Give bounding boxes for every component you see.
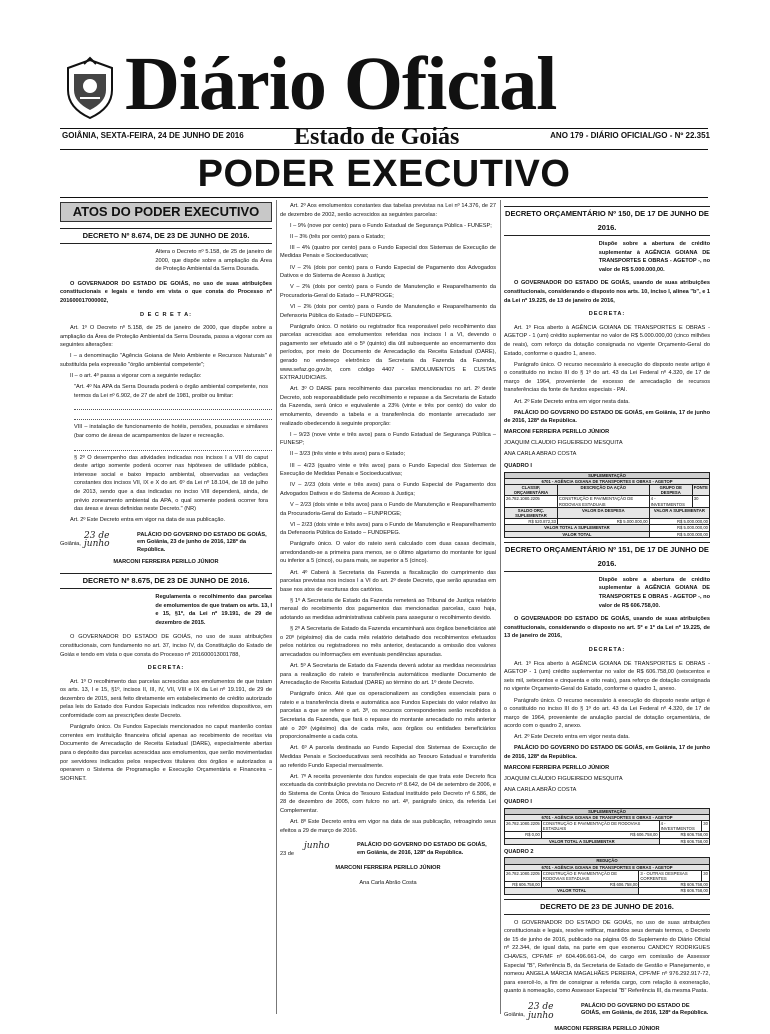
- decree-paragraph: III – 4/23 (quatro vinte e três avos) para o Fundo Especial dos Sistemas de Execução de Medidas Penais e Socioeducativas;: [280, 462, 496, 478]
- handwritten-date: 23 de junho: [528, 1001, 554, 1021]
- table-total-label: VALOR TOTAL: [505, 888, 639, 894]
- decree-paragraph: Art. 7º A receita proveniente dos fundos especiais de que trata este Decreto fica excetuada da contribuição prevista no Decreto nº 8.642, de 04 de setembro de 2006, e do Sistema de Conta Única do Tesouro Estadual instituído pelo Decreto nº 6.586, de 28 de dezembro de 2005, com fulcro no art. 4º, parágrafo único, da referida Lei Complementar.: [280, 773, 496, 814]
- table-cell: R$ 606.758,00: [659, 832, 709, 838]
- handwritten-date: junho: [304, 841, 330, 852]
- table-cell: 3 - OUTRAS DESPESAS CORRENTES: [639, 870, 702, 881]
- decree-paragraph: Parágrafo único. O recurso necessário à execução do disposto neste artigo é o constituído no inciso III do § 1º do art. 43 da Lei Federal nº 4.320, de 17 de março de 1964, proveniente de anulação parcial de dotação orçamentária, de acordo com o quadro 2, anexo.: [504, 697, 710, 730]
- table-org: 6701 - AGÊNCIA GOIANA DE TRANSPORTES E OBRAS - AGETOP: [505, 814, 710, 820]
- omission-dots: [74, 444, 272, 451]
- edition-number: ANO 179 - DIÁRIO OFICIAL/GO - Nº 22.351: [550, 131, 710, 140]
- decree-paragraph: O GOVERNADOR DO ESTADO DE GOIÁS, no uso de suas atribuições constitucionais e legais, resolve retificar, mantidos seus demais termos, o Decreto de 15 de junho de 2016, publicado na página 05 do Suplemento do Diário Oficial nº 22.344, de igual data, na parte em que exonerou CANDICY RODRIGUES CHAVES, CPF/MF nº 604.496.661-04, do cargo em comissão de Assessor Especial "B", Referência B, da Secretaria de Estado de Gestão e Planejamento, e nomeou ANGELA MÁRCIA MAGALHÃES PEREIRA, CPF/MF nº 976.292.917-72, para exercê-lo, a fim de consignar a referida cargo, com relação à exoneração, quanto à nomeação, como Assessor Especial "B" Referência III, da mesma Pasta.: [504, 919, 710, 995]
- decree-paragraph: Art. 2º Este Decreto entra em vigor nesta data.: [514, 734, 630, 741]
- column-divider: [276, 200, 277, 1014]
- decree-paragraph: § 1º A Secretaria de Estado da Fazenda remeterá ao Tribunal de Justiça relatório mensal do recebimento dos pagamentos das mencionadas parcelas, caso haja, adotando as medidas administrativas cabíveis para assegurar o recolhimento devido.: [280, 597, 496, 622]
- decree-paragraph: Art. 8º Este Decreto entra em vigor na data de sua publicação, retroagindo seus efeitos a 29 de março de 2016.: [280, 819, 496, 834]
- acts-box-title: ATOS DO PODER EXECUTIVO: [60, 202, 272, 222]
- table-total-label: VALOR TOTAL: [505, 531, 650, 537]
- table-org: 6701 - AGÊNCIA GOIANA DE TRANSPORTES E OBRAS - AGETOP: [505, 864, 710, 870]
- decree-paragraph: IV – 2% (dois por cento) para o Fundo Especial de Pagamento dos Advogados Dativos e do Sistema de Acesso à Justiça;: [280, 264, 496, 280]
- handwritten-date: 23 de junho: [84, 530, 110, 550]
- table-caption: QUADRO 2: [504, 848, 534, 855]
- signature-place: Goiânia,: [60, 540, 81, 547]
- signature-text: PALÁCIO DO GOVERNO DO ESTADO DE GOIÁS, em Goiânia, 17 de junho de 2016, 128º da República.: [504, 409, 710, 425]
- table-header: VALOR DA DESPESA: [557, 507, 649, 518]
- column-right: [504, 202, 710, 1032]
- governor-name: MARCONI FERREIRA PERILLO JÚNIOR: [335, 865, 441, 872]
- table-band: SUPLEMENTAÇÃO: [505, 808, 710, 814]
- decree-summary: Altera o Decreto nº 5.158, de 25 de janeiro de 2000, que dispõe sobre a ampliação da Área de Proteção Ambiental da Serra Dourada.: [155, 249, 272, 273]
- signature-block: [60, 532, 272, 555]
- decree-paragraph: Art. 1º Fica aberto à AGÊNCIA GOIANA DE TRANSPORTES E OBRAS - AGETOP - 1 (um) crédito suplementar no valor de R$ 606.758,00 (seiscentos e seis mil, setecentos e cinquenta e oito reais), para reforço de dotação consignada no vigente Orçamento-Geral do Estado, conforme o quadro 1, anexo.: [504, 660, 710, 693]
- budget-table: [504, 857, 710, 894]
- masthead-title: Diário Oficial: [125, 42, 557, 126]
- decree-paragraph: Parágrafo único. O notário ou registrador fica responsável pelo recolhimento das parcelas acrescidas aos emolumentos referidas nos incisos I a VI, devendo o pagamento ser efetuado até o 5º (quinto) dia útil subsequente ao encerramento dos períodos, por meio de Documento de Arrecadação da Receita Estadual (DARE), gerado no endereço eletrônico da Secretaria da Fazenda da Fazenda, www.sefaz.go.gov.br, com código 4407 - EMOLUMENTOS E CUSTAS EXTRAJUDICIAIS.: [280, 323, 496, 382]
- table-total-label: VALOR TOTAL A SUPLEMENTAR: [505, 525, 650, 531]
- secretary-name: ANA CARLA ABRAO COSTA: [504, 451, 577, 458]
- decree-paragraph: Art. 4º Caberá à Secretaria da Fazenda a fiscalização do cumprimento das parcelas previstas nos incisos I a VI do art. 2º deste Decreto, que serão apuradas em base nos atos de escrituras dos cartórios.: [280, 569, 496, 593]
- decree-paragraph: Art. 2º Este Decreto entra em vigor na data de sua publicação.: [70, 517, 226, 524]
- secretary-name: ANA CARLA ABRÃO COSTA: [504, 787, 577, 794]
- decree-paragraph: I – 9% (nove por cento) para o Fundo Estadual de Segurança Pública - FUNESP;: [290, 222, 492, 229]
- table-org: 6701 - AGÊNCIA GOIANA DE TRANSPORTES E OBRAS - AGETOP: [505, 478, 710, 484]
- decree-paragraph: II – 3% (três por cento) para o Estado;: [290, 233, 385, 240]
- section-title: PODER EXECUTIVO: [197, 153, 571, 195]
- decree-title: DECRETO Nº 8.674, DE 23 DE JUNHO DE 2016.: [60, 228, 272, 244]
- decree-paragraph: Art. 3º O DARE para recolhimento das parcelas mencionadas no art. 2º deste Decreto, sob responsabilidade pelo recolhimento e repasse a da Secretaria de Estado da Fazenda, será único e equivalente a 23% (vinte e três por cento) do valor do emolumento, devendo a tabela e a transferência do montante arrecadado ser realizado obedecendo à seguinte proporção:: [280, 386, 496, 427]
- decree-decreta: DECRETA:: [588, 647, 626, 654]
- budget-table: [504, 472, 710, 538]
- table-cell: 30: [702, 820, 710, 831]
- decree-paragraph: Art. 6º A parcela destinada ao Fundo Especial dos Sistemas de Execução de Medidas Penais e Socioeducativas será recolhida ao Tesouro Estadual e transferida ao referido Fundo Especial mensalmente.: [280, 745, 496, 769]
- decree-paragraph: Parágrafo único. O recurso necessário à execução do disposto neste artigo é o constituído no inciso III do § 1º do art. 43 da Lei Federal nº 4.320, de 17 de março de 1964, proveniente de excesso de arrecadação de recursos transferências da fonte de fundos especiais - PAI.: [504, 361, 710, 394]
- decree-paragraph: I – a denominação "Agência Goiana de Meio Ambiente e Recursos Naturais" é substituída pela expressão "órgão ambiental competente";: [60, 353, 272, 369]
- table-cell: R$ 606.758,00: [505, 882, 542, 888]
- table-cell: R$ 606.758,00: [541, 882, 639, 888]
- masthead-rule-bottom: [60, 149, 708, 150]
- table-cell: R$ 5.000.000,00: [557, 519, 649, 525]
- decree-paragraph: VI – 2% (dois por cento) para o Fundo de Manutenção e Reaparelhamento da Defensoria Pública do Estado – FUNDEPEG.: [280, 303, 496, 319]
- governor-name: MARCONI FERREIRA PERILLO JÚNIOR: [554, 1025, 660, 1032]
- table-total-label: VALOR TOTAL A SUPLEMENTAR: [505, 838, 660, 844]
- table-cell: 26.782.1080.2205: [505, 870, 542, 881]
- decree-paragraph: Art. 2º Aos emolumentos constantes das tabelas previstas na Lei nº 14.376, de 27 de dezembro de 2002, serão acrescidos as seguintes parcelas:: [280, 203, 496, 218]
- signature-text: PALÁCIO DO GOVERNO DO ESTADO DE GOIÁS, em Goiânia, 23 de junho de 2016, 128º da República.: [137, 531, 267, 553]
- decree-paragraph: I – 9/23 (nove vinte e três avos) para o Fundo Estadual de Segurança Pública – FUNESP;: [280, 431, 496, 447]
- table-cell: R$ 520.872,33: [505, 519, 558, 525]
- decree-paragraph: Parágrafo único. Até que os operacionalizem as condições essenciais para o rateio e a transferência direta e automática aos Fundos Especiais do valor relativo às parcelas a que se refere o art. 3º, os recursos correspondentes serão recolhidos à Secretaria da Fazenda, que fará o repasse do montante arrecadado no mês anterior até o 20º (vigésimo) dia de cada mês, aos órgãos ou entidades beneficiários proporcionalmente a cada cota.: [280, 691, 496, 741]
- decree-summary: Dispõe sobre a abertura de crédito suplementar à AGÊNCIA GOIANA DE TRANSPORTES E OBRAS - AGETOP -, no valor de R$ 5.000.000,00.: [598, 241, 710, 273]
- table-cell: 4 - INVESTIMENTOS: [649, 496, 692, 507]
- signature-place: Goiânia,: [504, 1011, 525, 1018]
- table-band: SUPLEMENTAÇÃO: [505, 472, 710, 478]
- decree-preamble: O GOVERNADOR DO ESTADO DE GOIÁS, usando de suas atribuições constitucionais, considerando o disposto nos arts. 10, inciso I, alínea "b", e 1 da Lei nº 19.225, de 13 de janeiro de 2016,: [504, 280, 710, 304]
- decree-title: DECRETO ORÇAMENTÁRIO Nº 151, DE 17 DE JUNHO DE 2016.: [504, 542, 710, 572]
- omission-dots: [74, 413, 272, 420]
- decree-summary: Dispõe sobre a abertura de crédito suplementar à AGÊNCIA GOIANA DE TRANSPORTES E OBRAS - AGETOP -, no valor de R$ 606.758,00.: [598, 576, 710, 609]
- signature-text: PALÁCIO DO GOVERNO DO ESTADO DE GOIÁS, em Goiânia, 17 de junho de 2016, 128º da República.: [504, 745, 710, 761]
- column-left: [60, 202, 272, 1014]
- table-cell: CONSTRUÇÃO E PAVIMENTAÇÃO DE RODOVIAS ESTADUAIS: [541, 870, 639, 881]
- signature-text: PALÁCIO DO GOVERNO DO ESTADO DE GOIÁS, em Goiânia, de 2016, 128º da República.: [357, 842, 487, 856]
- table-cell: 30: [702, 870, 710, 881]
- decree-decreta: D E C R E T A:: [139, 311, 193, 318]
- decree-preamble: O GOVERNADOR DO ESTADO DE GOIÁS, usando de suas atribuições constitucionais, considerando o disposto no art. 5º e 1º da Lei nº 19.225, de 13 de janeiro de 2016,: [504, 616, 710, 640]
- secretary-name: JOAQUIM CLÁUDIO FIGUEIREDO MESQUITA: [504, 776, 623, 783]
- decree-paragraph: V – 2/23 (dois vinte e três avos) para o Fundo de Manutenção e Reaparelhamento da Procuradoria-Geral do Estado – FUNPROGE;: [280, 501, 496, 517]
- decree-paragraph: Parágrafo único. O valor do rateio será calculado com duas casas decimais, arredondando-se a primeira para menos, se o último algarismo do montante for igual ou inferior a 5 (cinco), ou para mais, se superior a 5 (cinco).: [280, 541, 496, 565]
- table-cell: CONSTRUÇÃO E PAVIMENTAÇÃO DE RODOVIAS ESTADUAIS: [557, 496, 649, 507]
- table-total-value: R$ 606.758,00: [639, 888, 710, 894]
- decree-title: DECRETO DE 23 DE JUNHO DE 2016.: [504, 899, 710, 915]
- governor-name: MARCONI FERREIRA PERILLO JÚNIOR: [113, 559, 219, 566]
- secretary-name: JOAQUIM CLAUDIO FIGUEIREDO MESQUITA: [504, 440, 623, 447]
- governor-name: MARCONI FERREIRA PERILLO JÚNIOR: [504, 765, 610, 772]
- decree-quote: § 2º O desempenho das atividades indicadas nos incisos I a VIII do caput deste artigo somente poderá ocorrer nas hipóteses de utilidade pública, interesse social e baixo impacto ambiental, observadas as vedações constantes dos incisos VII, IX e X do art. 6º da Lei nº 18.104, de 18 de julho de 2013, sendo que a das indicadas no inciso VIII dependerá, ainda, de prévio zoneamento ambiental da APA, o qual somente poderá ocorrer fora das áreas e áreas definidas neste Decreto." (NR): [74, 454, 268, 513]
- decree-paragraph: V – 2% (dois por cento) para o Fundo de Manutenção e Reaparelhamento da Procuradoria-Geral do Estado – FUNPROGE;: [280, 284, 496, 299]
- column-divider: [500, 200, 501, 1014]
- table-band: REDUÇÃO: [505, 858, 710, 864]
- decree-quote: VIII – instalação de funcionamento de hotéis, pensões, pousadas e similares (bar como de áreas de acampamentos de lazer e recreação.: [74, 424, 268, 439]
- decree-summary: Regulamenta o recolhimento das parcelas de emolumentos de que tratam os arts. 13, I e 15, §1º, da Lei nº 19.191, de 29 de dezembro de 2015.: [155, 593, 272, 626]
- table-cell: 4 - INVESTIMENTOS: [659, 820, 702, 831]
- decree-paragraph: Parágrafo único. Os Fundos Especiais mencionados no caput manterão contas correntes em instituição financeira oficial apenas ao recebimento de receitas via Documento de Arrecadação de Receita Estadual (DARE), especialmente abertas para o depósito das parcelas acrescidas aos emolumentos, que serão movimentadas por servidores indicados pelos respectivos titulares dos órgãos e autorizados a operarem o Sistema de Programação e Execução Orçamentária e Financeira – SIOFINET.: [60, 724, 272, 782]
- table-cell: R$ 606.758,00: [639, 882, 710, 888]
- signature-block: [504, 1003, 710, 1021]
- table-caption: QUADRO I: [504, 798, 532, 805]
- table-cell: R$ 0,00: [505, 832, 542, 838]
- masthead-subtitle: Estado de Goiás: [294, 124, 460, 150]
- table-cell: CONSTRUÇÃO E PAVIMENTAÇÃO DE RODOVIAS ESTADUAIS: [541, 820, 659, 831]
- decree-preamble: O GOVERNADOR DO ESTADO DE GOIÁS, no uso de suas atribuições constitucionais, com fundamento no art. 37, inciso IV, da Constituição do Estado de Goiás e tendo em vista o que consta do Processo nº 201600013001788,: [60, 634, 272, 658]
- column-middle: [280, 202, 496, 1014]
- table-header: FONTE: [692, 485, 709, 496]
- table-cell: 30: [692, 496, 709, 507]
- table-cell: 26.782.1080.2205: [505, 820, 542, 831]
- table-cell: 26.782.1080.2205: [505, 496, 558, 507]
- decree-title: DECRETO Nº 8.675, DE 23 DE JUNHO DE 2016.: [60, 573, 272, 589]
- table-cell: R$ 606.758,00: [541, 832, 659, 838]
- decree-paragraph: Art. 5º A Secretaria de Estado da Fazenda deverá adotar as medidas necessárias para a realização do rateio e transferência automáticos mediante Documento de Arrecadação de Receita Estadual (DARE) ao término do art. 1º deste Decreto.: [280, 663, 496, 687]
- decree-paragraph: III – 4% (quatro por cento) para o Fundo Especial dos Sistemas de Execução de Medidas Penais e Socioeducativas;: [280, 244, 496, 260]
- decree-paragraph: § 2º A Secretaria de Estado da Fazenda encaminhará aos órgãos beneficiários até o 20º (vigésimo) dia de cada mês relatório detalhado dos recolhimentos efetuados pelos notários ou registradores no mês anterior, destacando a omissão dos valores arrecadados ou informações em eventuais pendências apuradas.: [280, 626, 496, 658]
- table-header: DESCRIÇÃO DA AÇÃO: [557, 485, 649, 496]
- governor-name: MARCONI FERREIRA PERILLO JÚNIOR: [504, 429, 610, 436]
- signature-place: 23 de: [280, 851, 294, 858]
- decree-paragraph: VI – 2/23 (dois vinte e três avos) para o Fundo de Manutenção e Reaparelhamento da Defensoria Pública do Estado – FUNDEPEG.: [280, 521, 496, 537]
- table-header: CLASSIF. ORÇAMENTÁRIA: [505, 485, 558, 496]
- decree-decreta: DECRETA:: [147, 665, 185, 672]
- decree-paragraph: Art. 1º Fica aberto à AGÊNCIA GOIANA DE TRANSPORTES E OBRAS - AGETOP - 1 (um) crédito suplementar no valor de R$ 5.000.000,00 (cinco milhões de reais), com reforço da dotação consignada no vigente Orçamento-Geral do Estado, conforme o quadro 1, anexo.: [504, 324, 710, 357]
- decree-title: DECRETO ORÇAMENTÁRIO Nº 150, DE 17 DE JUNHO DE 2016.: [504, 206, 710, 236]
- state-coat-of-arms-icon: [62, 56, 118, 120]
- decree-paragraph: II – o art. 4º passa a vigorar com a seguinte redação:: [70, 373, 202, 380]
- signature-block: [280, 842, 496, 860]
- issue-date: GOIÂNIA, SEXTA-FEIRA, 24 DE JUNHO DE 2016: [62, 131, 244, 140]
- decree-paragraph: IV – 2/23 (dois vinte e três avos) para o Fundo Especial de Pagamento dos Advogados Dativos e do Sistema de Acesso à Justiça;: [280, 482, 496, 497]
- budget-table: [504, 808, 710, 845]
- decree-paragraph: Art. 1º O recolhimento das parcelas acrescidas aos emolumentos de que tratam os arts. 13, I e 15, §1º, incisos II, III, IV, VII, VIII e IX da Lei nº 19.191, de 29 de dezembro de 2015, será feito diretamente em estabelecimento de crédito autorizado pelas leis do Estado dos Fundos Especiais indicados nos referidos dispositivos, em conformidade com as prescrições deste Decreto.: [60, 678, 272, 720]
- omission-dots: [74, 403, 272, 410]
- table-header: GRUPO DE DESPESA: [649, 485, 692, 496]
- table-total-value: R$ 5.000.000,00: [649, 525, 709, 531]
- table-cell: R$ 5.000.000,00: [649, 519, 709, 525]
- decree-paragraph: Art. 2º Este Decreto entra em vigor nesta data.: [514, 398, 630, 405]
- decree-decreta: DECRETA:: [588, 311, 626, 318]
- decree-preamble: O GOVERNADOR DO ESTADO DE GOIÁS, no uso de suas atribuições constitucionais e legais e tendo em vista o que consta do Processo nº 201600017000002,: [60, 280, 272, 304]
- decree-quote: "Art. 4º Na APA da Serra Dourada poderá o órgão ambiental competente, nos termos da Lei nº 6.902, de 27 de abril de 1981, proibir ou limitar:: [74, 384, 268, 399]
- decree-paragraph: II – 3/23 (três vinte e três avos) para o Estado;: [290, 451, 406, 458]
- table-header: SALDO ORÇ. SUPLEMENTAR: [505, 507, 558, 518]
- table-header: VALOR A SUPLEMENTAR: [649, 507, 709, 518]
- secretary-name: Ana Carla Abrão Costa: [359, 879, 417, 886]
- decree-paragraph: Art. 1º O Decreto nº 5.158, de 25 de janeiro de 2000, que dispõe sobre a ampliação da Área de Proteção Ambiental da Serra Dourada, passa a vigorar com as seguintes alterações:: [60, 325, 272, 349]
- table-caption: QUADRO I: [504, 463, 532, 470]
- signature-text: PALÁCIO DO GOVERNO DO ESTADO DE GOIÁS, em Goiânia, de 2016, 128º da República.: [581, 1002, 709, 1017]
- table-total-value: R$ 606.758,00: [659, 838, 709, 844]
- section-rule: [60, 197, 708, 198]
- table-total-value: R$ 5.000.000,00: [649, 531, 709, 537]
